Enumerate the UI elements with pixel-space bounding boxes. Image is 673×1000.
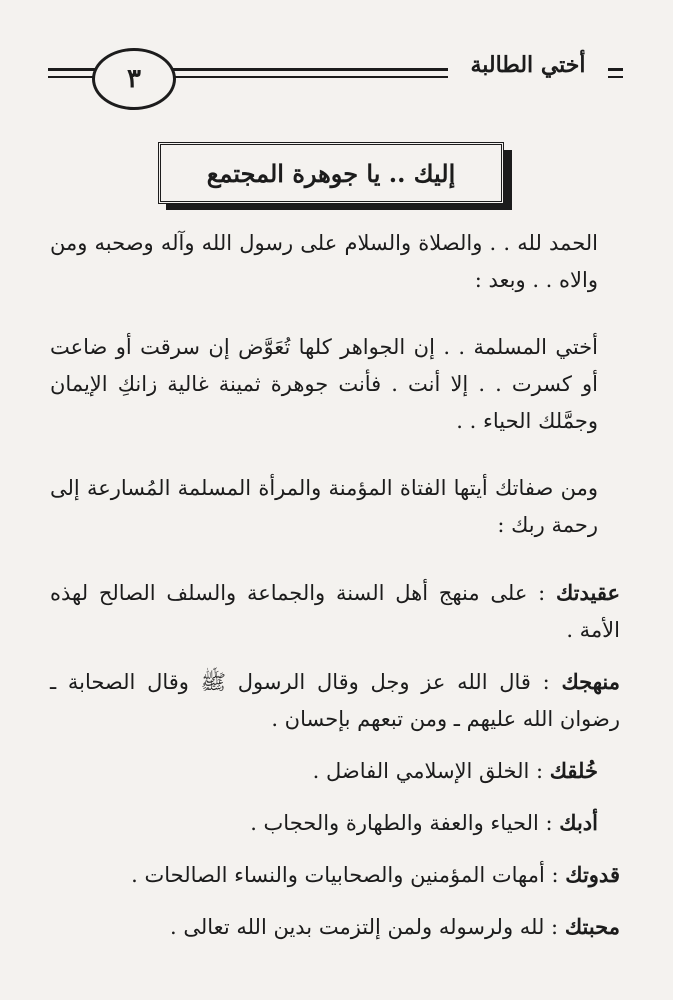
- attribute-term: قدوتك: [565, 862, 620, 887]
- attribute-term: أدبك: [559, 810, 598, 835]
- attribute-term: عقيدتك: [555, 580, 620, 605]
- attribute-adab: [50, 804, 620, 842]
- attribute-mahabba: [50, 908, 620, 946]
- attribute-term: محبتك: [564, 914, 620, 939]
- attribute-text: : الحياء والعفة والطهارة والحجاب .: [250, 811, 560, 835]
- header-rule-left: [48, 68, 98, 71]
- page-number: ٣: [92, 48, 176, 110]
- attribute-manhaj: [50, 663, 620, 738]
- attribute-text: : على منهج أهل السنة والجماعة والسلف الصالح لهذه الأمة .: [50, 581, 620, 642]
- attribute-text: : قال الله عز وجل وقال الرسول ﷺ وقال الصحابة ـ رضوان الله عليهم ـ ومن تبعهم بإحسان .: [50, 670, 620, 731]
- chapter-title-frame: [158, 142, 514, 212]
- body-text: [50, 225, 620, 960]
- attribute-khuluq: [50, 752, 620, 790]
- header-rule-left-thin: [48, 76, 98, 78]
- attribute-term: منهجك: [561, 669, 620, 694]
- paragraph-qualities: ومن صفاتك أيتها الفتاة المؤمنة والمرأة المسلمة المُسارعة إلى رحمة ربك :: [50, 476, 598, 537]
- attribute-text: : أمهات المؤمنين والصحابيات والنساء الصالحات .: [131, 863, 566, 887]
- attribute-qudwa: [50, 856, 620, 894]
- page-header: [0, 28, 673, 108]
- attribute-aqeeda: [50, 574, 620, 649]
- book-title: أختي الطالبة: [448, 52, 608, 78]
- chapter-title: إليك .. يا جوهرة المجتمع: [158, 142, 504, 204]
- attribute-term: خُلقك: [549, 758, 598, 783]
- paragraph-intro: الحمد لله . . والصلاة والسلام على رسول الله وآله وصحبه ومن والاه . . وبعد :: [50, 231, 598, 292]
- paragraph-jewel: أختي المسلمة . . إن الجواهر كلها تُعَوَّض إن سرقت أو ضاعت أو كسرت . . إلا أنت . فأنت جوهرة ثمينة غالية زانكِ الإيمان وجمَّلك الحياء . .: [50, 335, 598, 433]
- attribute-text: : الخلق الإسلامي الفاضل .: [312, 759, 550, 783]
- attribute-text: : لله ولرسوله ولمن إلتزمت بدين الله تعالى .: [170, 915, 565, 939]
